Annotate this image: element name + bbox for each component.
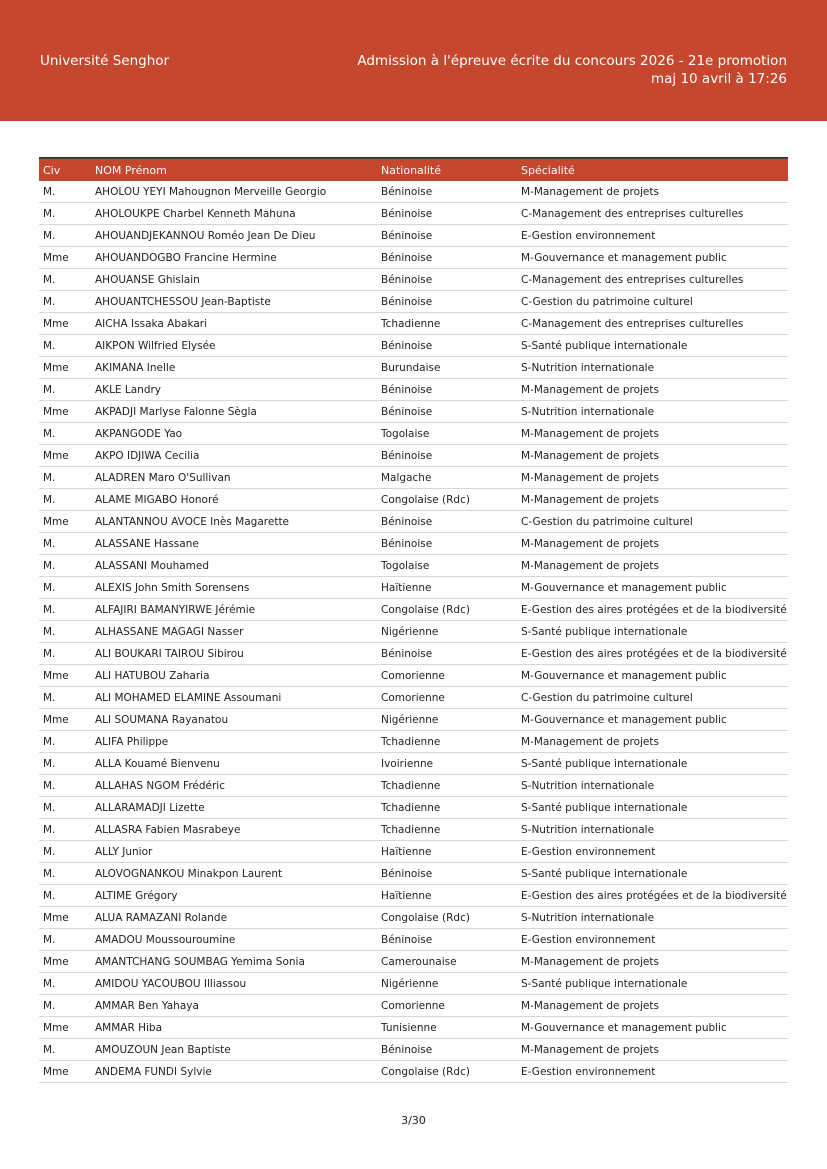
- specialty-cell: M-Management de projets: [517, 731, 788, 753]
- civility-cell: M.: [39, 973, 91, 995]
- specialty-cell: M-Gouvernance et management public: [517, 1017, 788, 1039]
- civility-cell: Mme: [39, 665, 91, 687]
- specialty-cell: M-Management de projets: [517, 379, 788, 401]
- nationality-cell: Ivoirienne: [377, 753, 517, 775]
- specialty-cell: M-Management de projets: [517, 445, 788, 467]
- nationality-cell: Congolaise (Rdc): [377, 907, 517, 929]
- civility-cell: Mme: [39, 709, 91, 731]
- name-cell: AICHA Issaka Abakari: [91, 313, 377, 335]
- table-row: [39, 709, 788, 731]
- nationality-cell: Nigérienne: [377, 621, 517, 643]
- name-cell: AMADOU Moussouroumine: [91, 929, 377, 951]
- nationality-cell: Haïtienne: [377, 885, 517, 907]
- nationality-cell: Tchadienne: [377, 797, 517, 819]
- nationality-cell: Béninoise: [377, 511, 517, 533]
- name-cell: AKLE Landry: [91, 379, 377, 401]
- table-row: [39, 335, 788, 357]
- table-row: [39, 753, 788, 775]
- specialty-cell: C-Gestion du patrimoine culturel: [517, 687, 788, 709]
- specialty-cell: M-Gouvernance et management public: [517, 577, 788, 599]
- name-cell: AHOUANDJEKANNOU Roméo Jean De Dieu: [91, 225, 377, 247]
- organization-name: Université Senghor: [40, 53, 170, 69]
- civility-cell: M.: [39, 841, 91, 863]
- specialty-cell: E-Gestion environnement: [517, 1061, 788, 1083]
- civility-cell: M.: [39, 423, 91, 445]
- name-cell: ALADREN Maro O'Sullivan: [91, 467, 377, 489]
- nationality-cell: Béninoise: [377, 533, 517, 555]
- civility-cell: Mme: [39, 907, 91, 929]
- name-cell: ALLARAMADJI Lizette: [91, 797, 377, 819]
- specialty-cell: M-Management de projets: [517, 555, 788, 577]
- civility-cell: M.: [39, 819, 91, 841]
- specialty-cell: M-Management de projets: [517, 951, 788, 973]
- nationality-cell: Béninoise: [377, 247, 517, 269]
- name-cell: ALASSANI Mouhamed: [91, 555, 377, 577]
- nationality-cell: Congolaise (Rdc): [377, 1061, 517, 1083]
- specialty-cell: S-Nutrition internationale: [517, 819, 788, 841]
- name-cell: AKPO IDJIWA Cecilia: [91, 445, 377, 467]
- table-row: [39, 401, 788, 423]
- civility-cell: M.: [39, 291, 91, 313]
- civility-cell: M.: [39, 885, 91, 907]
- specialty-cell: S-Nutrition internationale: [517, 401, 788, 423]
- nationality-cell: Béninoise: [377, 1039, 517, 1061]
- name-cell: AHOLOUKPE Charbel Kenneth Mahuna: [91, 203, 377, 225]
- civility-cell: Mme: [39, 951, 91, 973]
- table-row: [39, 511, 788, 533]
- name-cell: ALLY Junior: [91, 841, 377, 863]
- table-row: [39, 313, 788, 335]
- nationality-cell: Congolaise (Rdc): [377, 599, 517, 621]
- table-row: [39, 269, 788, 291]
- name-cell: ALIFA Philippe: [91, 731, 377, 753]
- civility-cell: M.: [39, 269, 91, 291]
- name-cell: ALANTANNOU AVOCE Inès Magarette: [91, 511, 377, 533]
- nationality-cell: Camerounaise: [377, 951, 517, 973]
- name-cell: ALUA RAMAZANI Rolande: [91, 907, 377, 929]
- candidates-table: [39, 157, 788, 1083]
- name-cell: AMMAR Ben Yahaya: [91, 995, 377, 1017]
- specialty-cell: M-Management de projets: [517, 467, 788, 489]
- table-row: [39, 423, 788, 445]
- table-row: [39, 819, 788, 841]
- civility-cell: M.: [39, 797, 91, 819]
- table-row: [39, 489, 788, 511]
- specialty-cell: E-Gestion des aires protégées et de la biodiversité: [517, 599, 788, 621]
- specialty-cell: S-Nutrition internationale: [517, 357, 788, 379]
- nationality-cell: Malgache: [377, 467, 517, 489]
- nationality-cell: Béninoise: [377, 181, 517, 203]
- nationality-cell: Nigérienne: [377, 709, 517, 731]
- civility-cell: M.: [39, 863, 91, 885]
- specialty-cell: C-Management des entreprises culturelles: [517, 313, 788, 335]
- nationality-cell: Tunisienne: [377, 1017, 517, 1039]
- nationality-cell: Tchadienne: [377, 313, 517, 335]
- civility-cell: Mme: [39, 1061, 91, 1083]
- nationality-cell: Haïtienne: [377, 577, 517, 599]
- civility-cell: M.: [39, 687, 91, 709]
- civility-cell: Mme: [39, 357, 91, 379]
- nationality-cell: Haïtienne: [377, 841, 517, 863]
- civility-cell: Mme: [39, 247, 91, 269]
- civility-cell: Mme: [39, 313, 91, 335]
- update-timestamp: maj 10 avril à 17:26: [650, 71, 787, 87]
- name-cell: ALLAHAS NGOM Frédéric: [91, 775, 377, 797]
- table-body: [39, 181, 788, 1083]
- name-cell: ALI MOHAMED ELAMINE Assoumani: [91, 687, 377, 709]
- column-header-civ: Civ: [39, 158, 91, 181]
- specialty-cell: S-Santé publique internationale: [517, 335, 788, 357]
- nationality-cell: Béninoise: [377, 225, 517, 247]
- name-cell: ALEXIS John Smith Sorensens: [91, 577, 377, 599]
- table-row: [39, 445, 788, 467]
- name-cell: AMIDOU YACOUBOU Illiassou: [91, 973, 377, 995]
- specialty-cell: C-Management des entreprises culturelles: [517, 203, 788, 225]
- name-cell: ALAME MIGABO Honoré: [91, 489, 377, 511]
- nationality-cell: Béninoise: [377, 929, 517, 951]
- specialty-cell: C-Gestion du patrimoine culturel: [517, 291, 788, 313]
- table-row: [39, 841, 788, 863]
- table-row: [39, 533, 788, 555]
- table-row: [39, 863, 788, 885]
- specialty-cell: M-Management de projets: [517, 1039, 788, 1061]
- specialty-cell: C-Gestion du patrimoine culturel: [517, 511, 788, 533]
- nationality-cell: Comorienne: [377, 687, 517, 709]
- specialty-cell: M-Management de projets: [517, 181, 788, 203]
- specialty-cell: S-Nutrition internationale: [517, 775, 788, 797]
- table-row: [39, 203, 788, 225]
- nationality-cell: Nigérienne: [377, 973, 517, 995]
- name-cell: AHOUANTCHESSOU Jean-Baptiste: [91, 291, 377, 313]
- table-row: [39, 247, 788, 269]
- table-row: [39, 687, 788, 709]
- civility-cell: M.: [39, 731, 91, 753]
- civility-cell: M.: [39, 775, 91, 797]
- civility-cell: M.: [39, 643, 91, 665]
- table-row: [39, 291, 788, 313]
- specialty-cell: S-Santé publique internationale: [517, 753, 788, 775]
- table-row: [39, 907, 788, 929]
- nationality-cell: Tchadienne: [377, 731, 517, 753]
- specialty-cell: M-Management de projets: [517, 533, 788, 555]
- nationality-cell: Congolaise (Rdc): [377, 489, 517, 511]
- name-cell: ALI SOUMANA Rayanatou: [91, 709, 377, 731]
- nationality-cell: Comorienne: [377, 995, 517, 1017]
- name-cell: AKPANGODE Yao: [91, 423, 377, 445]
- civility-cell: M.: [39, 555, 91, 577]
- name-cell: ALFAJIRI BAMANYIRWE Jérémie: [91, 599, 377, 621]
- nationality-cell: Béninoise: [377, 863, 517, 885]
- specialty-cell: M-Management de projets: [517, 423, 788, 445]
- column-header-nationality: Nationalité: [377, 158, 517, 181]
- header-info: [357, 52, 787, 88]
- name-cell: AMANTCHANG SOUMBAG Yemima Sonia: [91, 951, 377, 973]
- civility-cell: M.: [39, 753, 91, 775]
- table-row: [39, 929, 788, 951]
- table-row: [39, 797, 788, 819]
- name-cell: AHOLOU YEYI Mahougnon Merveille Georgio: [91, 181, 377, 203]
- civility-cell: M.: [39, 1039, 91, 1061]
- specialty-cell: E-Gestion environnement: [517, 929, 788, 951]
- table-row: [39, 643, 788, 665]
- nationality-cell: Togolaise: [377, 423, 517, 445]
- specialty-cell: E-Gestion environnement: [517, 841, 788, 863]
- civility-cell: Mme: [39, 445, 91, 467]
- specialty-cell: E-Gestion environnement: [517, 225, 788, 247]
- nationality-cell: Béninoise: [377, 643, 517, 665]
- civility-cell: M.: [39, 203, 91, 225]
- header-row: [39, 158, 788, 181]
- table-row: [39, 775, 788, 797]
- table-row: [39, 973, 788, 995]
- civility-cell: M.: [39, 533, 91, 555]
- name-cell: ALI HATUBOU Zaharia: [91, 665, 377, 687]
- table-row: [39, 1039, 788, 1061]
- specialty-cell: M-Gouvernance et management public: [517, 665, 788, 687]
- specialty-cell: E-Gestion des aires protégées et de la biodiversité: [517, 885, 788, 907]
- table-row: [39, 181, 788, 203]
- table-row: [39, 599, 788, 621]
- nationality-cell: Tchadienne: [377, 775, 517, 797]
- specialty-cell: M-Gouvernance et management public: [517, 247, 788, 269]
- name-cell: AMMAR Hiba: [91, 1017, 377, 1039]
- name-cell: AHOUANDOGBO Francine Hermine: [91, 247, 377, 269]
- nationality-cell: Béninoise: [377, 335, 517, 357]
- civility-cell: M.: [39, 995, 91, 1017]
- name-cell: AMOUZOUN Jean Baptiste: [91, 1039, 377, 1061]
- specialty-cell: M-Management de projets: [517, 995, 788, 1017]
- table-row: [39, 357, 788, 379]
- nationality-cell: Burundaise: [377, 357, 517, 379]
- specialty-cell: M-Management de projets: [517, 489, 788, 511]
- civility-cell: Mme: [39, 511, 91, 533]
- table-row: [39, 577, 788, 599]
- civility-cell: M.: [39, 577, 91, 599]
- civility-cell: M.: [39, 467, 91, 489]
- specialty-cell: S-Santé publique internationale: [517, 621, 788, 643]
- table-header: [39, 158, 788, 181]
- specialty-cell: M-Gouvernance et management public: [517, 709, 788, 731]
- nationality-cell: Togolaise: [377, 555, 517, 577]
- specialty-cell: S-Santé publique internationale: [517, 797, 788, 819]
- nationality-cell: Béninoise: [377, 291, 517, 313]
- table-row: [39, 621, 788, 643]
- table-row: [39, 951, 788, 973]
- name-cell: AHOUANSE Ghislain: [91, 269, 377, 291]
- nationality-cell: Tchadienne: [377, 819, 517, 841]
- civility-cell: M.: [39, 181, 91, 203]
- candidates-table-wrapper: [39, 157, 788, 1083]
- name-cell: ALTIME Grégory: [91, 885, 377, 907]
- name-cell: AIKPON Wilfried Elysée: [91, 335, 377, 357]
- name-cell: AKPADJI Marlyse Falonne Sègla: [91, 401, 377, 423]
- document-title: Admission à l'épreuve écrite du concours 2026 - 21e promotion: [357, 53, 787, 69]
- civility-cell: M.: [39, 335, 91, 357]
- civility-cell: M.: [39, 379, 91, 401]
- specialty-cell: S-Santé publique internationale: [517, 863, 788, 885]
- table-row: [39, 1061, 788, 1083]
- table-row: [39, 467, 788, 489]
- nationality-cell: Béninoise: [377, 445, 517, 467]
- table-row: [39, 555, 788, 577]
- name-cell: ALLASRA Fabien Masrabeye: [91, 819, 377, 841]
- name-cell: ALI BOUKARI TAIROU Sibirou: [91, 643, 377, 665]
- specialty-cell: C-Management des entreprises culturelles: [517, 269, 788, 291]
- name-cell: ALHASSANE MAGAGI Nasser: [91, 621, 377, 643]
- table-row: [39, 885, 788, 907]
- civility-cell: Mme: [39, 401, 91, 423]
- name-cell: AKIMANA Inelle: [91, 357, 377, 379]
- civility-cell: M.: [39, 225, 91, 247]
- civility-cell: M.: [39, 929, 91, 951]
- specialty-cell: S-Nutrition internationale: [517, 907, 788, 929]
- civility-cell: M.: [39, 489, 91, 511]
- column-header-specialty: Spécialité: [517, 158, 788, 181]
- column-header-name: NOM Prénom: [91, 158, 377, 181]
- specialty-cell: S-Santé publique internationale: [517, 973, 788, 995]
- name-cell: ALASSANE Hassane: [91, 533, 377, 555]
- table-row: [39, 225, 788, 247]
- civility-cell: M.: [39, 621, 91, 643]
- nationality-cell: Béninoise: [377, 401, 517, 423]
- name-cell: ANDEMA FUNDI Sylvie: [91, 1061, 377, 1083]
- table-row: [39, 379, 788, 401]
- specialty-cell: E-Gestion des aires protégées et de la biodiversité: [517, 643, 788, 665]
- name-cell: ALOVOGNANKOU Minakpon Laurent: [91, 863, 377, 885]
- civility-cell: M.: [39, 599, 91, 621]
- name-cell: ALLA Kouamé Bienvenu: [91, 753, 377, 775]
- civility-cell: Mme: [39, 1017, 91, 1039]
- page-number: 3/30: [401, 1114, 426, 1127]
- table-row: [39, 1017, 788, 1039]
- table-row: [39, 731, 788, 753]
- nationality-cell: Béninoise: [377, 203, 517, 225]
- nationality-cell: Comorienne: [377, 665, 517, 687]
- page-header: [0, 0, 827, 121]
- table-row: [39, 995, 788, 1017]
- nationality-cell: Béninoise: [377, 379, 517, 401]
- table-row: [39, 665, 788, 687]
- nationality-cell: Béninoise: [377, 269, 517, 291]
